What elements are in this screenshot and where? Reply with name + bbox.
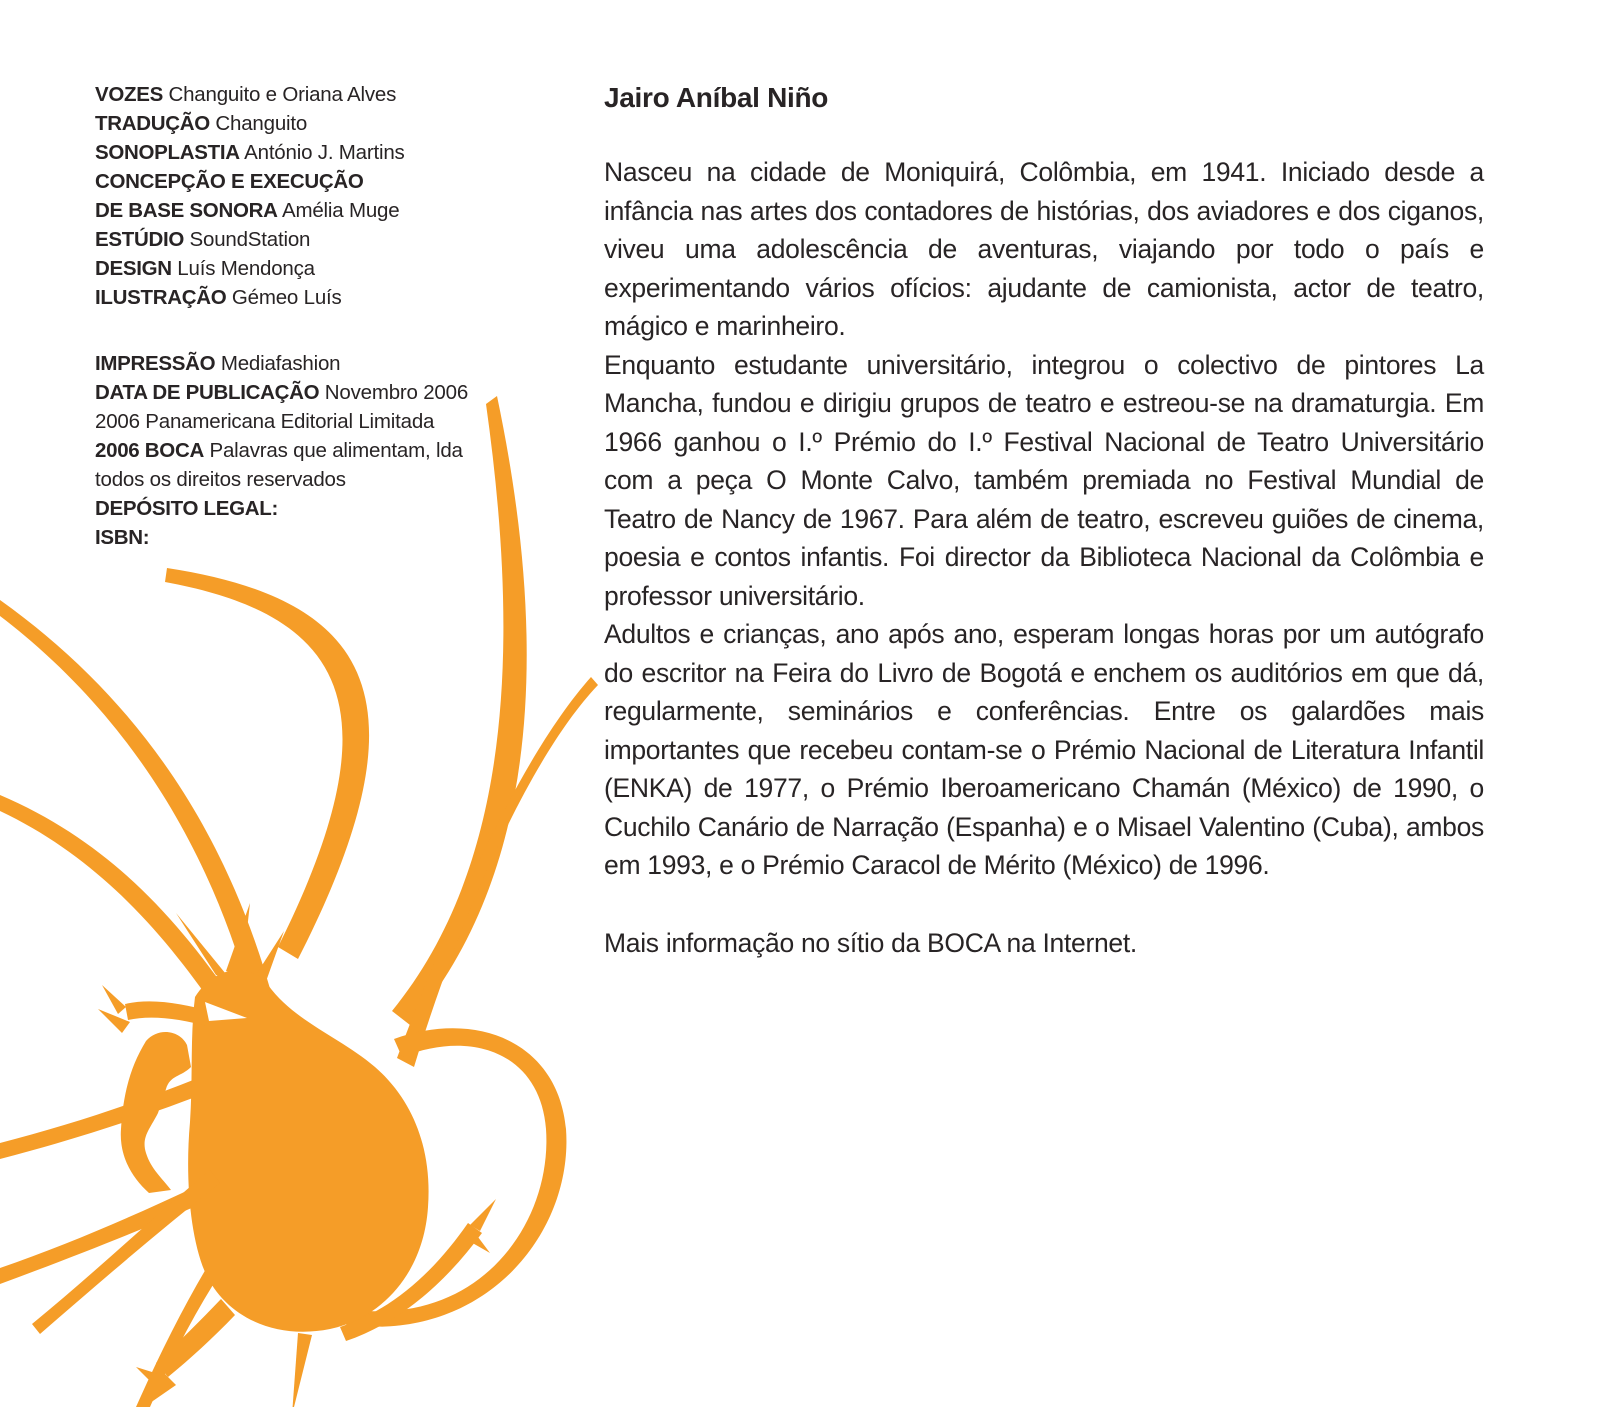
credit-line [95,283,468,312]
credit-line [95,378,468,407]
credit-label: TRADUÇÃO [95,112,210,135]
credits-publication-block [95,349,468,552]
credit-label: DEPÓSITO LEGAL: [95,497,279,520]
credit-line [95,80,468,109]
credit-line [95,436,468,465]
credit-value: Palavras que alimentam, lda [209,439,463,462]
biography-column [604,82,1484,962]
credits-column [95,80,468,552]
credit-label: ESTÚDIO [95,228,185,251]
bio-paragraph: Adultos e crianças, ano após ano, esperam longas horas por um autógrafo do escritor na Feira do Livro de Bogotá e enchem os auditórios em que dá, regularmente, seminários e conferências. Entre os galardões mais importantes que recebeu contam-se o Prémio Nacional de Literatura Infantil (ENKA) de 1977, o Prémio Iberoamericano Chamán (México) de 1990, o Cuchilo Canário de Narração (Espanha) e o Misael Valentino (Cuba), ambos em 1993, e o Prémio Caracol de Mérito (México) de 1996. [604,619,1484,880]
credit-label: DESIGN [95,257,172,280]
credits-production-block [95,80,468,312]
credit-line [95,254,468,283]
credit-label: SONOPLASTIA [95,141,240,164]
credit-line [95,465,468,494]
credit-value: todos os direitos reservados [95,468,346,491]
credit-line [95,225,468,254]
credit-line [95,349,468,378]
credit-label: ILUSTRAÇÃO [95,286,227,309]
bio-footer-note: Mais informação no sítio da BOCA na Internet. [604,927,1137,958]
credit-line [95,167,468,196]
credit-label: ISBN: [95,526,150,549]
credit-line [95,138,468,167]
credit-value: SoundStation [189,228,311,251]
credit-label: 2006 BOCA [95,439,204,462]
credit-label: DE BASE SONORA [95,199,278,222]
credit-value: Gémeo Luís [231,286,342,309]
credit-label: IMPRESSÃO [95,352,216,375]
bio-paragraph: Nasceu na cidade de Moniquirá, Colômbia, em 1941. Iniciado desde a infância nas artes dos contadores de histórias, dos aviadores e dos ciganos, viveu uma adolescência de aventuras, viajando por todo o país e experimentando vários ofícios: ajudante de camionista, actor de teatro, mágico e marinheiro. [604,157,1484,341]
author-name-title: Jairo Aníbal Niño [604,82,829,113]
bio-paragraph: Enquanto estudante universitário, integrou o colectivo de pintores La Mancha, fundou e dirigiu grupos de teatro e estreou-se na dramaturgia. Em 1966 ganhou o I.º Prémio do I.º Festival Nacional de Teatro Universitário com a peça O Monte Calvo, também premiada no Festival Mundial de Teatro de Nancy de 1967. Para além de teatro, escreveu guiões de cinema, poesia e contos infantis. Foi director da Biblioteca Nacional da Colômbia e professor universitário. [604,349,1484,611]
credit-value: Changuito [215,112,308,135]
credit-line [95,523,468,552]
credit-line [95,109,468,138]
credit-value: Novembro 2006 [324,381,469,404]
credit-value: Luís Mendonça [177,257,315,280]
credit-value: Amélia Muge [281,199,400,222]
credit-value: 2006 Panamericana Editorial Limitada [95,410,435,433]
credit-line [95,407,468,436]
credit-label: CONCEPÇÃO E EXECUÇÃO [95,170,364,193]
credit-line [95,196,468,225]
credit-value: António J. Martins [244,141,405,164]
credit-line [95,494,468,523]
credit-value: Mediafashion [220,352,341,375]
credit-value: Changuito e Oriana Alves [168,83,397,106]
credit-label: VOZES [95,83,163,106]
credit-label: DATA DE PUBLICAÇÃO [95,381,320,404]
